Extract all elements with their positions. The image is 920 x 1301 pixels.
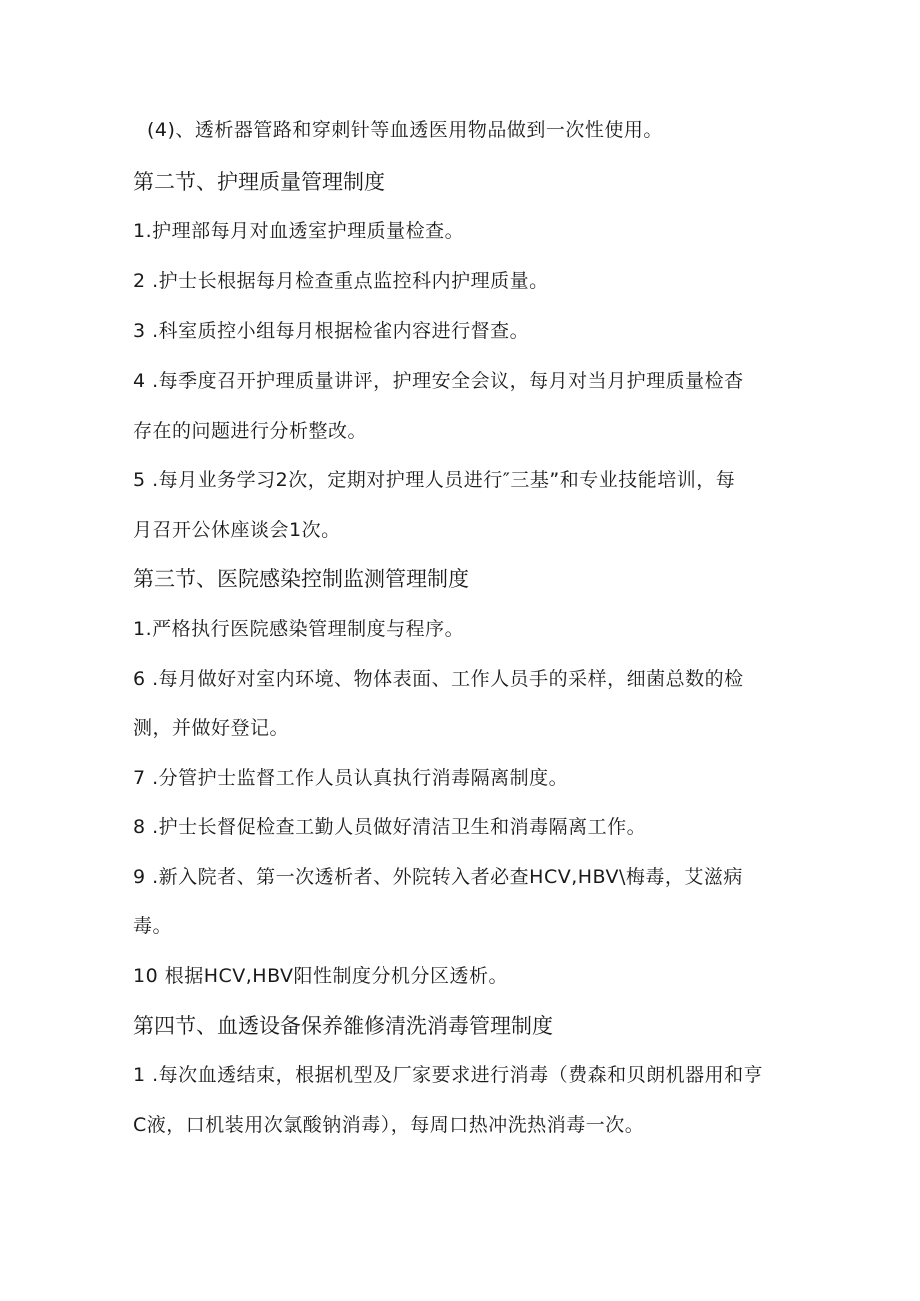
section-3-item-6-cont: 测，并做好登记。 [133, 717, 290, 739]
section-4-item-1: 1 .每次血透结束，根据机型及厂家要求进行消毒（费森和贝朗机器用和亨 [133, 1064, 764, 1086]
section-4-item-1-cont: C液，口机装用次氯酸钠消毒），每周口热冲洗热消毒一次。 [133, 1114, 645, 1136]
section-3-item-10: 10 根据HCV,HBV阳性制度分机分区透析。 [133, 965, 509, 987]
section-3-item-1: 1.严格执行医院感染管理制度与程序。 [133, 618, 465, 640]
paragraph-item-4: (4)、透析器管路和穿刺针等血透医用物品做到一次性使用。 [147, 119, 663, 141]
section-3-item-7: 7 .分管护士监督工作人员认真执行消毒隔离制度。 [133, 767, 569, 789]
section-2-item-5-cont: 月召开公休座谈会1次。 [133, 519, 341, 541]
section-4-title: 第四节、血透设备保养雒修清洗消毒管理制度 [133, 1014, 553, 1038]
section-2-title: 第二节、护理质量管理制度 [133, 170, 385, 194]
section-2-item-3: 3 .科室质控小组每月根据检雀内容进行督查。 [133, 320, 530, 342]
section-2-item-1: 1.护理部每月对血透室护理质量检查。 [133, 220, 465, 242]
section-2-item-2: 2 .护士长根据每月检查重点监控科内护理质量。 [133, 270, 549, 292]
section-3-item-9-cont: 毒。 [133, 915, 173, 937]
section-3-item-8: 8 .护士长督促检查工勤人员做好清洁卫生和消毒隔离工作。 [133, 816, 647, 838]
section-3-item-6: 6 .每月做好对室内环境、物体表面、工作人员手的采样，细菌总数的检 [133, 668, 744, 690]
section-2-item-5: 5 .每月业务学习2次，定期对护理人员进行″三基”和专业技能培训，每 [133, 469, 736, 491]
section-3-title: 第三节、医院感染控制监测管理制度 [133, 567, 469, 591]
section-3-item-9: 9 .新入院者、第一次透析者、外院转入者必查HCV,HBV\梅毒，艾滋病 [133, 866, 743, 888]
section-2-item-4-cont: 存在的问题进行分析整改。 [133, 420, 368, 442]
section-2-item-4: 4 .每季度召开护理质量讲评，护理安全会议，每月对当月护理质量检杳 [133, 370, 744, 392]
